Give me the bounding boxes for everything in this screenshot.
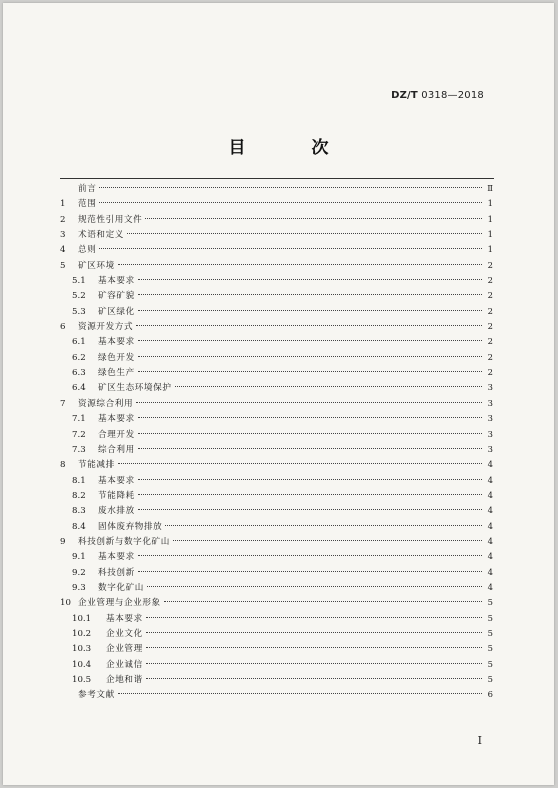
toc-entry-page: 2 <box>487 290 493 301</box>
toc-dot-leader <box>138 371 482 372</box>
toc-dot-leader <box>138 448 482 449</box>
toc-entry-page: 2 <box>487 336 493 347</box>
toc-entry-page: 2 <box>487 259 493 270</box>
toc-dot-leader <box>138 310 482 311</box>
toc-entry[interactable] <box>60 350 493 365</box>
toc-dot-leader <box>146 617 482 618</box>
toc-entry[interactable] <box>60 427 493 442</box>
toc-entry-title: 废水排放 <box>98 506 135 517</box>
toc-dot-leader <box>146 647 482 648</box>
toc-dot-leader <box>146 632 482 633</box>
toc-dot-leader <box>173 540 482 541</box>
toc-entry-number: 8.1 <box>72 475 86 486</box>
toc-entry-page: 2 <box>487 305 493 316</box>
toc-entry-title: 科技创新 <box>98 567 135 578</box>
toc-dot-leader <box>138 340 482 341</box>
table-of-contents <box>60 181 493 703</box>
toc-entry[interactable] <box>60 319 493 334</box>
toc-entry-page: Ⅱ <box>487 183 493 193</box>
toc-entry-page: 4 <box>487 566 493 577</box>
toc-dot-leader <box>138 494 482 495</box>
toc-entry-page: 3 <box>487 413 493 424</box>
toc-entry-title: 术语和定义 <box>78 230 124 241</box>
toc-dot-leader <box>175 386 482 387</box>
toc-entry-page: 4 <box>487 474 493 485</box>
toc-entry[interactable] <box>60 181 493 196</box>
toc-entry-page: 4 <box>487 489 493 500</box>
toc-entry-title: 前言 <box>78 184 97 194</box>
toc-entry-page: 1 <box>487 229 493 240</box>
toc-entry-number: 8 <box>60 460 66 471</box>
toc-entry-page: 4 <box>487 459 493 470</box>
toc-entry-page: 4 <box>487 551 493 562</box>
toc-entry-number: 6.4 <box>72 383 86 394</box>
toc-entry-title: 资源综合利用 <box>78 398 134 409</box>
toc-entry-number: 1 <box>60 199 66 210</box>
toc-entry[interactable] <box>60 611 493 626</box>
toc-entry[interactable] <box>60 442 493 457</box>
toc-dot-leader <box>138 356 482 357</box>
toc-dot-leader <box>99 248 482 249</box>
toc-dot-leader <box>138 294 482 295</box>
toc-dot-leader <box>165 525 482 526</box>
toc-dot-leader <box>146 663 482 664</box>
toc-entry-number: 7.3 <box>72 444 86 455</box>
toc-entry[interactable] <box>60 641 493 656</box>
toc-entry-title: 综合利用 <box>98 444 135 455</box>
toc-entry[interactable] <box>60 580 493 595</box>
toc-entry-number: 7.1 <box>72 414 86 425</box>
toc-entry-number: 5.2 <box>72 291 86 302</box>
toc-entry-title: 节能降耗 <box>98 490 135 501</box>
toc-entry[interactable] <box>60 473 493 488</box>
toc-entry-title: 企业管理与企业形象 <box>78 598 161 609</box>
toc-entry-page: 5 <box>487 643 493 654</box>
toc-entry-number: 9 <box>60 536 66 547</box>
toc-dot-leader <box>138 279 482 280</box>
toc-entry-page: 2 <box>487 275 493 286</box>
toc-dot-leader <box>127 233 482 234</box>
toc-entry-number: 8.3 <box>72 506 86 517</box>
toc-entry-number: 10.2 <box>72 628 92 639</box>
toc-entry-number: 9.2 <box>72 567 86 578</box>
toc-entry-number: 2 <box>60 214 66 225</box>
toc-entry-title: 企业诚信 <box>106 659 143 670</box>
toc-entry-title: 基本要求 <box>98 414 135 425</box>
toc-entry-page: 2 <box>487 367 493 378</box>
toc-entry[interactable] <box>60 212 493 227</box>
toc-entry-number: 10.5 <box>72 675 92 685</box>
toc-entry[interactable] <box>60 288 493 303</box>
toc-entry-number: 7.2 <box>72 429 86 440</box>
toc-entry-title: 参考文献 <box>78 690 115 701</box>
toc-entry[interactable] <box>60 519 493 534</box>
document-code <box>391 90 484 101</box>
toc-entry-number: 3 <box>60 230 66 241</box>
toc-entry-number: 10 <box>60 598 71 609</box>
toc-entry-page: 5 <box>487 627 493 638</box>
toc-entry[interactable] <box>60 657 493 672</box>
toc-dot-leader <box>145 218 482 219</box>
toc-entry-number: 5.1 <box>72 276 86 287</box>
toc-entry-number: 5.3 <box>72 306 86 317</box>
toc-entry-number: 7 <box>60 398 66 409</box>
toc-dot-leader <box>146 678 482 679</box>
toc-entry-page: 3 <box>487 428 493 439</box>
toc-dot-leader <box>138 433 482 434</box>
toc-dot-leader <box>147 586 482 587</box>
toc-entry-number: 10.3 <box>72 644 92 655</box>
toc-dot-leader <box>138 509 482 510</box>
toc-entry-title: 企地和谐 <box>106 675 143 685</box>
toc-entry-title: 总则 <box>78 245 97 256</box>
toc-dot-leader <box>138 571 482 572</box>
toc-entry-title: 矿区绿化 <box>98 306 135 317</box>
toc-entry-title: 绿色生产 <box>98 368 135 379</box>
toc-dot-leader <box>136 325 482 326</box>
toc-entry-number: 10.1 <box>72 613 92 624</box>
toc-entry-number: 9.3 <box>72 582 86 593</box>
toc-entry-number: 9.1 <box>72 552 86 563</box>
toc-entry[interactable] <box>60 227 493 242</box>
toc-entry-title: 矿容矿貌 <box>98 291 135 302</box>
toc-entry-title: 矿区生态环境保护 <box>98 383 172 394</box>
toc-entry[interactable] <box>60 304 493 319</box>
toc-entry[interactable] <box>60 457 493 472</box>
toc-entry-page: 2 <box>487 351 493 362</box>
toc-entry[interactable] <box>60 273 493 288</box>
toc-entry-title: 企业文化 <box>106 628 143 639</box>
toc-entry-page: 1 <box>487 244 493 255</box>
toc-entry-title: 规范性引用文件 <box>78 214 143 225</box>
toc-entry-title: 合理开发 <box>98 429 135 440</box>
toc-entry-title: 数字化矿山 <box>98 582 144 593</box>
toc-entry[interactable] <box>60 334 493 349</box>
toc-entry[interactable] <box>60 488 493 503</box>
toc-entry-page: 3 <box>487 443 493 454</box>
toc-dot-leader <box>138 417 482 418</box>
toc-entry-title: 固体废弃物排放 <box>98 521 163 532</box>
toc-entry[interactable] <box>60 411 493 426</box>
toc-entry-title: 科技创新与数字化矿山 <box>78 536 170 547</box>
toc-entry[interactable] <box>60 687 493 702</box>
page-number: Ⅰ <box>477 734 482 747</box>
toc-dot-leader <box>118 264 482 265</box>
toc-dot-leader <box>99 187 482 188</box>
toc-entry-title: 基本要求 <box>98 276 135 287</box>
toc-entry-title: 基本要求 <box>98 552 135 563</box>
toc-dot-leader <box>118 693 482 694</box>
toc-entry-page: 1 <box>487 213 493 224</box>
toc-entry[interactable] <box>60 549 493 564</box>
toc-entry-page: 6 <box>487 689 493 700</box>
toc-entry-page: 4 <box>487 581 493 592</box>
toc-entry-title: 基本要求 <box>98 337 135 348</box>
toc-entry-number: 6.3 <box>72 368 86 379</box>
toc-entry-number: 5 <box>60 260 66 271</box>
toc-entry-page: 3 <box>487 382 493 393</box>
toc-dot-leader <box>138 479 482 480</box>
toc-entry[interactable] <box>60 503 493 518</box>
toc-entry-page: 4 <box>487 505 493 516</box>
toc-dot-leader <box>138 555 482 556</box>
document-code-prefix: DZ/T <box>391 90 418 101</box>
toc-entry-title: 基本要求 <box>98 475 135 486</box>
toc-entry[interactable] <box>60 396 493 411</box>
toc-entry-number: 6 <box>60 322 66 333</box>
toc-entry-title: 基本要求 <box>106 613 143 624</box>
toc-entry[interactable] <box>60 365 493 380</box>
page-title: 目 次 <box>228 138 359 158</box>
toc-dot-leader <box>118 463 482 464</box>
toc-entry-number: 4 <box>60 245 66 256</box>
toc-entry[interactable] <box>60 242 493 257</box>
toc-entry-page: 3 <box>487 397 493 408</box>
toc-entry[interactable] <box>60 380 493 395</box>
toc-entry-page: 5 <box>487 612 493 623</box>
toc-entry[interactable] <box>60 258 493 273</box>
toc-entry-title: 企业管理 <box>106 644 143 655</box>
toc-entry-number: 10.4 <box>72 659 92 670</box>
toc-dot-leader <box>164 601 482 602</box>
toc-entry-title: 矿区环境 <box>78 260 115 271</box>
toc-entry[interactable] <box>60 565 493 580</box>
toc-dot-leader <box>99 202 482 203</box>
toc-entry-number: 6.1 <box>72 337 86 348</box>
toc-entry-page: 5 <box>487 597 493 608</box>
toc-entry-title: 资源开发方式 <box>78 322 134 333</box>
toc-entry[interactable] <box>60 534 493 549</box>
toc-entry-page: 4 <box>487 520 493 531</box>
toc-entry-title: 范围 <box>78 199 97 210</box>
toc-entry-page: 2 <box>487 321 493 332</box>
toc-entry-title: 节能减排 <box>78 460 115 471</box>
toc-entry[interactable] <box>60 196 493 211</box>
toc-entry-page: 5 <box>487 658 493 669</box>
header-rule <box>60 178 494 179</box>
toc-entry-page: 1 <box>487 198 493 209</box>
toc-entry-number: 6.2 <box>72 352 86 363</box>
toc-entry[interactable] <box>60 672 493 687</box>
document-code-number: 0318—2018 <box>421 90 484 101</box>
toc-entry-page: 4 <box>487 535 493 546</box>
toc-entry-title: 绿色开发 <box>98 352 135 363</box>
toc-entry-page: 5 <box>487 674 493 684</box>
toc-entry[interactable] <box>60 595 493 610</box>
toc-dot-leader <box>136 402 482 403</box>
toc-entry-number: 8.2 <box>72 490 86 501</box>
document-page <box>3 3 554 785</box>
toc-entry[interactable] <box>60 626 493 641</box>
toc-entry-number: 8.4 <box>72 521 86 532</box>
